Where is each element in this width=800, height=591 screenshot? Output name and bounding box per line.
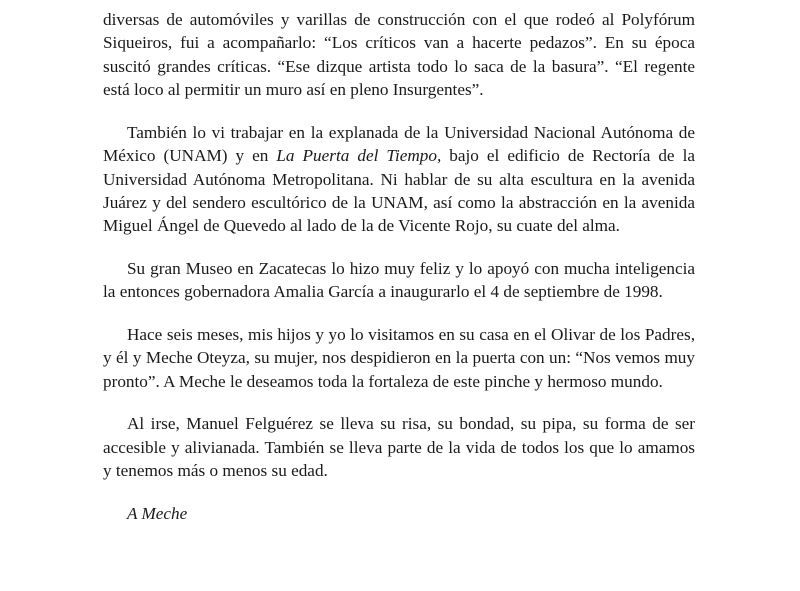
paragraph-unam-text-end: bajo el edificio de Rectoría de la Universidad Autónoma Metropolitana. Ni hablar de su alta escultura en la avenida Juárez y del sendero escultórico de la UNAM, así como la abstracción en la avenida Miguel Ángel de Quevedo al lado de la de Vicente Rojo, su cuate del alma.: [103, 146, 695, 236]
paragraph-visit: Hace seis meses, mis hijos y yo lo visitamos en su casa en el Olivar de los Padres, y él y Meche Oteyza, su mujer, nos despidieron en la puerta con un: “Nos vemos muy pronto”. A Meche le deseamos toda la fortaleza de este pinche y hermoso mundo.: [103, 325, 695, 391]
paragraph-unam-text-start: También lo vi trabajar en la explanada de la Universidad Nacional Autónoma de México (UNAM) y en: [103, 122, 695, 166]
paragraph-zacatecas: Su gran Museo en Zacatecas lo hizo muy feliz y lo apoyó con mucha inteligencia la entonces gobernadora Amalia García a inaugurarlo el 4 de septiembre de 1998.: [103, 259, 695, 302]
paragraph-polyforum: diversas de automóviles y varillas de construcción con el que rodeó al Polyfórum Siqueiros, fui a acompañarlo: “Los críticos van a hacerte pedazos”. En su época suscitó grandes críticas. “Ese dizque artista todo lo saca de la basura”. “El regente está loco al permitir un muro así en pleno Insurgentes”.: [103, 10, 695, 100]
document-page: [103, 8, 695, 525]
closing-dedication: A Meche: [127, 503, 188, 523]
paragraph-farewell: Al irse, Manuel Felguérez se lleva su risa, su bondad, su pipa, su forma de ser accesible y alivianada. También se lleva parte de la vida de todos los que lo amamos y tenemos más o menos su edad.: [103, 414, 695, 481]
paragraph-unam: [103, 121, 695, 238]
work-title-puerta-del-tiempo: La Puerta del Tiempo,: [276, 146, 442, 166]
